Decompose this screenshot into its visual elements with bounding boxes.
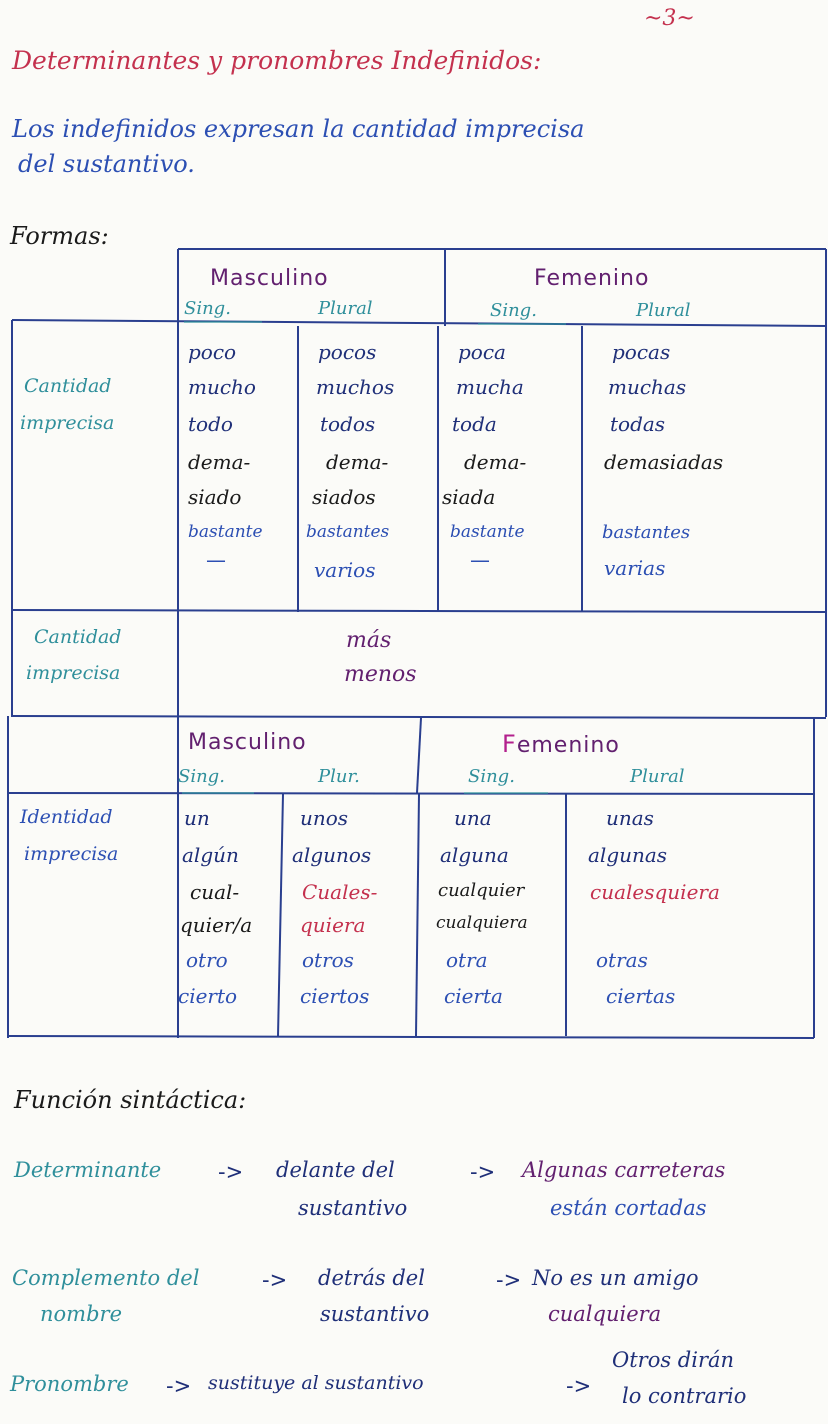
funcion-heading: Función sintáctica: [14, 1086, 247, 1114]
t1-fp-3: demasiadas [604, 450, 724, 474]
t1-mp-3: dema- [326, 450, 389, 474]
t3-mp-5: ciertos [300, 984, 370, 1008]
t1-mp-4: siados [312, 485, 376, 509]
t1-fp-5: varias [604, 556, 666, 580]
t1-ms-4: siado [188, 485, 242, 509]
t1-fs-0: poca [458, 340, 506, 364]
t1-ms-3: dema- [188, 450, 251, 474]
t3-mp-0: unos [300, 806, 349, 830]
t3-fs-3: cualquiera [436, 913, 528, 933]
t1-ms-1: mucho [188, 375, 256, 399]
t1-mp-1: muchos [316, 375, 395, 399]
t1-mp-6: varios [314, 558, 376, 582]
table3-row-label-2: imprecisa [24, 843, 119, 865]
table1-masc-header: Masculino [210, 266, 329, 291]
table3-masc-header: Masculino [188, 730, 307, 755]
table3-fem-header [502, 730, 620, 758]
funcion-row2-ex1: No es un amigo [532, 1266, 699, 1290]
funcion-row3-desc1: sustituye al sustantivo [208, 1372, 424, 1394]
t1-fp-4: bastantes [602, 522, 691, 543]
t1-fs-1: mucha [456, 375, 524, 399]
t3-fs-2: cualquier [438, 880, 525, 901]
table3-fem-rest: emenino [516, 733, 620, 758]
funcion-row1-desc1: delante del [276, 1158, 395, 1182]
t3-ms-5: cierto [178, 984, 238, 1008]
funcion-row2-arrow1: -> [262, 1268, 288, 1292]
page-title: Determinantes y pronombres Indefinidos: [12, 46, 542, 75]
table2-word-mas: más [346, 628, 392, 653]
t1-fp-2: todas [610, 412, 666, 436]
funcion-row3-ex2: lo contrario [622, 1384, 747, 1408]
t3-fp-1: algunas [588, 843, 668, 867]
table1-fem-header: Femenino [534, 266, 650, 291]
table1-row-label-2: imprecisa [20, 412, 115, 434]
intro-line-2: del sustantivo. [18, 150, 195, 178]
table1-fem-plural: Plural [636, 300, 691, 321]
table3-fem-plural: Plural [630, 766, 685, 787]
t3-fs-0: una [454, 806, 492, 830]
t3-ms-3: quier/a [180, 913, 253, 937]
t1-mp-0: pocos [318, 340, 377, 364]
funcion-row1-desc2: sustantivo [298, 1196, 408, 1220]
funcion-row3-label: Pronombre [10, 1372, 129, 1396]
funcion-row2-label: Complemento del [12, 1266, 200, 1290]
table1-fem-sing: Sing. [490, 300, 537, 321]
funcion-row1-arrow1: -> [218, 1160, 244, 1184]
table3-fem-sing: Sing. [468, 766, 515, 787]
table3-row-label-1: Identidad [20, 806, 113, 828]
funcion-row1-ex1: Algunas carreteras [522, 1158, 726, 1182]
t3-ms-4: otro [186, 948, 228, 972]
t3-ms-1: algún [182, 843, 239, 867]
t1-fs-3: dema- [464, 450, 527, 474]
t1-ms-0: poco [188, 340, 237, 364]
t3-ms-0: un [184, 806, 210, 830]
table2-word-menos: menos [344, 662, 417, 687]
t1-fp-0: pocas [612, 340, 671, 364]
formas-label: Formas: [10, 222, 109, 250]
funcion-row2-desc2: sustantivo [320, 1302, 430, 1326]
t3-fp-0: unas [606, 806, 654, 830]
table3-masc-plural: Plur. [318, 766, 360, 787]
funcion-row2-desc1: detrás del [318, 1266, 425, 1290]
table3-fem-initial: F [502, 730, 517, 758]
funcion-row1-ex2: están cortadas [550, 1196, 707, 1220]
t3-fs-1: alguna [440, 843, 509, 867]
t1-fs-4: siada [442, 485, 496, 509]
t3-mp-1: algunos [292, 843, 372, 867]
intro-line-1: Los indefinidos expresan la cantidad imprecisa [12, 115, 585, 143]
funcion-row2-label2: nombre [40, 1302, 122, 1326]
page-number: ~3~ [644, 6, 695, 31]
t1-fs-2: toda [452, 412, 497, 436]
t3-fp-2: cualesquiera [590, 880, 720, 904]
t3-fs-5: cierta [444, 984, 503, 1008]
t1-mp-2: todos [320, 412, 376, 436]
table2-row-label-2: imprecisa [26, 662, 121, 684]
table1-masc-plural: Plural [318, 298, 373, 319]
t3-ms-2: cual- [190, 880, 240, 904]
funcion-row1-arrow2: -> [470, 1160, 496, 1184]
t3-fp-4: ciertas [606, 984, 676, 1008]
t1-mp-5: bastantes [306, 522, 390, 542]
table1-row-label-1: Cantidad [24, 375, 112, 397]
t1-fp-1: muchas [608, 375, 687, 399]
table3-masc-sing: Sing. [178, 766, 225, 787]
table2-row-label-1: Cantidad [34, 626, 122, 648]
t3-mp-4: otros [302, 948, 354, 972]
table1-masc-sing: Sing. [184, 298, 231, 319]
funcion-row2-ex2: cualquiera [548, 1302, 662, 1326]
t1-fs-5: bastante [450, 522, 525, 542]
funcion-row2-arrow2: -> [496, 1268, 522, 1292]
t3-fp-3: otras [596, 948, 648, 972]
t1-ms-2: todo [188, 412, 233, 436]
funcion-row3-ex1: Otros dirán [612, 1348, 735, 1372]
t1-ms-5: bastante [188, 522, 263, 542]
t3-mp-3: quiera [300, 913, 366, 937]
funcion-row3-arrow2: -> [566, 1374, 592, 1398]
t1-fs-6: — [470, 548, 490, 572]
t3-mp-2: Cuales- [302, 880, 378, 904]
t3-fs-4: otra [446, 948, 488, 972]
t1-ms-6: — [206, 548, 226, 572]
funcion-row1-label: Determinante [14, 1158, 162, 1182]
funcion-row3-arrow1: -> [166, 1374, 192, 1398]
